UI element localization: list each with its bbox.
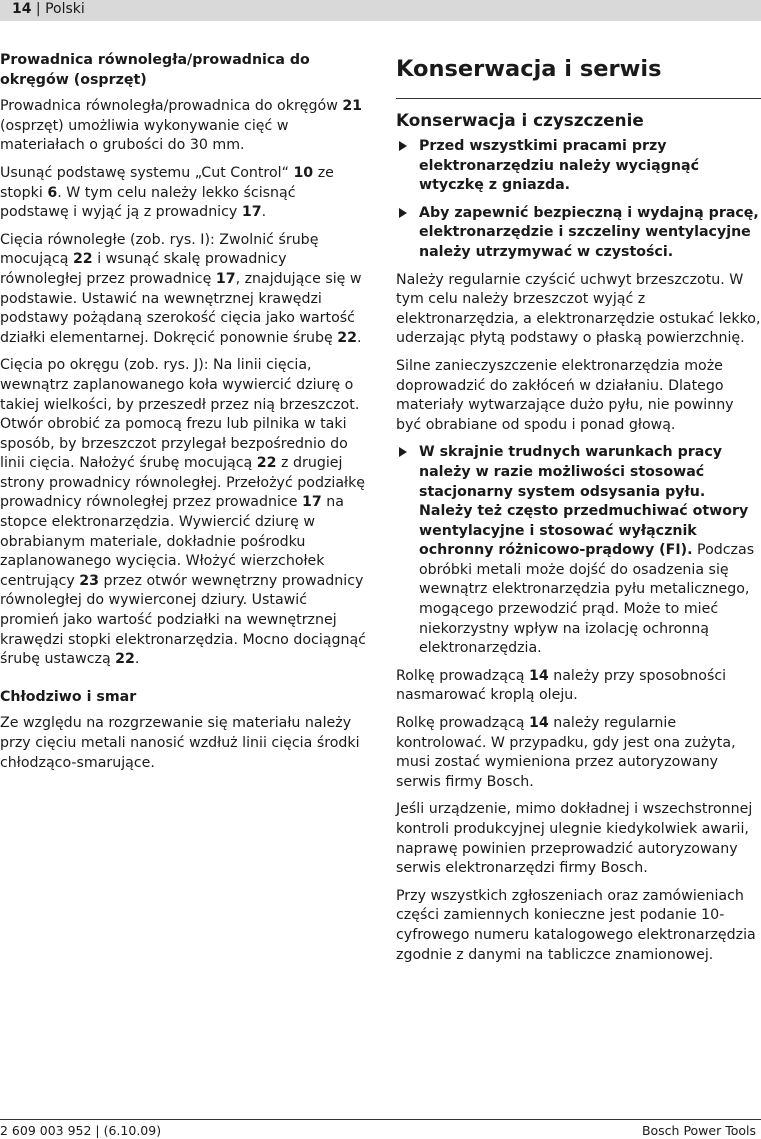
header-bar: [0, 0, 761, 21]
paragraph-dirt: Silne zanieczyszczenie elektronarzędzia może doprowadzić do zakłóceń w działaniu. Dlatego materiały wytwarzające dużo pyłu, nie powinny być obrabiane od spodu i ponad głową.: [396, 357, 734, 433]
page-number: 14: [12, 1, 32, 17]
section-divider: [396, 98, 761, 99]
arrow-bullet-icon: [399, 447, 407, 457]
right-column: [396, 51, 761, 973]
paragraph-clean-holder: Należy regularnie czyścić uchwyt brzeszczotu. W tym celu należy brzeszczot wyjąć z elektronarzędzia, a elektronarzędzie ostukać lekko, uderzając płytą podstawy o płaską powierzchnię.: [396, 271, 761, 347]
arrow-bullet-icon: [399, 208, 407, 218]
section-title: Konserwacja i serwis: [396, 56, 662, 82]
bullet-unplug: Przed wszystkimi pracami przy elektronarzędziu należy wyciągnąć wtyczkę z gniazda.: [396, 137, 761, 196]
subsection-title: Konserwacja i czyszczenie: [396, 110, 644, 130]
heading-parallel-guide: Prowadnica równoległa/prowadnica do okręgów (osprzęt): [0, 52, 310, 88]
arrow-bullet-icon: [399, 141, 407, 151]
footer-divider: [0, 1119, 761, 1120]
header-language: Polski: [45, 1, 85, 17]
paragraph-coolant: Ze względu na rozgrzewanie się materiału należy przy cięciu metali nanosić wzdłuż linii cięcia środki chłodząco-smarujące.: [0, 715, 360, 771]
paragraph-oil-roller: Rolkę prowadzącą 14 należy przy sposobności nasmarować kroplą oleju.: [396, 667, 727, 704]
heading-coolant: Chłodziwo i smar: [0, 688, 137, 705]
header-separator: |: [31, 1, 46, 17]
footer-brand: Bosch Power Tools: [641, 1123, 756, 1138]
left-column: [0, 51, 368, 781]
paragraph-repair: Jeśli urządzenie, mimo dokładnej i wszechstronnej kontroli produkcyjnej ulegnie kiedykolwiek awarii, naprawę powinien przeprowadzić autoryzowany serwis elektronarzędzi firmy Bosch.: [396, 801, 753, 877]
paragraph-check-roller: Rolkę prowadzącą 14 należy regularnie kontrolować. W przypadku, gdy jest ona zużyta, musi zostać wymieniona przez autoryzowany serwis firmy Bosch.: [396, 715, 736, 790]
paragraph-remove-base: Usunąć podstawę systemu „Cut Control“ 10 ze stopki 6. W tym celu należy lekko ścisnąć podstawę i wyjąć ją z prowadnicy 17.: [0, 164, 334, 221]
bullet-extraction: W skrajnie trudnych warunkach pracy należy w razie możliwości stosować stacjonarny system odsysania pyłu. Należy też często przedmuchiwać otwory wentylacyjne i stosować wyłącznik ochronny różnicowo-prądowy (FI). Podczas obróbki metali może dojść do osadzenia się wewnątrz elektronarzędzia pyłu metalicznego, mogącego przewodzić prąd. Może to mieć niekorzystny wpływ na izolację ochronną elektronarzędzia.: [396, 443, 761, 659]
page-header: [12, 0, 85, 18]
paragraph-guide-intro: Prowadnica równoległa/prowadnica do okręgów 21 (osprzęt) umożliwia wykonywanie cięć w materiałach o grubości do 30 mm.: [0, 98, 363, 154]
footer-doc-number: 2 609 003 952 | (6.10.09): [0, 1123, 162, 1138]
paragraph-circle-cuts: Cięcia po okręgu (zob. rys. J): Na linii cięcia, wewnątrz zaplanowanego koła wywiercić dziurę o takiej wielkości, by przeszedł przez nią brzeszczot. Otwór obrobić za pomocą frezu lub pilnika w taki sposób, by brzeszczot przylegał bezpośrednio do linii cięcia. Nałożyć śrubę mocującą 22 z drugiej strony prowadnicy równoległej. Przełożyć podziałkę prowadnicy równoległej przez prowadnice 17 na stopce elektronarzędzia. Wywiercić dziurę w obrabianym materiale, dokładnie pośrodku zaplanowanego wycięcia. Włożyć wierzchołek centrujący 23 przez otwór wewnętrzny prowadnicy równoległej do wywierconej dziury. Ustawić promień jako wartość podziałki na wewnętrznej krawędzi stopki elektronarzędzia. Mocno dociągnąć śrubę ustawczą 22.: [0, 357, 366, 668]
bullet-keep-clean: Aby zapewnić bezpieczną i wydajną pracę, elektronarzędzie i szczeliny wentylacyjne należy utrzymywać w czystości.: [396, 204, 761, 263]
paragraph-parallel-cuts: Cięcia równoległe (zob. rys. I): Zwolnić śrubę mocującą 22 i wsunąć skalę prowadnicy równoległej przez prowadnicę 17, znajdujące się w podstawie. Ustawić na wewnętrznej krawędzi podstawy pożądaną szerokość cięcia jako wartość działki elementarnej. Dokręcić ponownie śrubę 22.: [0, 231, 362, 346]
paragraph-spare-parts: Przy wszystkich zgłoszeniach oraz zamówieniach części zamiennych konieczne jest podanie 10-cyfrowego numeru katalogowego elektronarzędzia zgodnie z danymi na tabliczce znamionowej.: [396, 887, 756, 963]
